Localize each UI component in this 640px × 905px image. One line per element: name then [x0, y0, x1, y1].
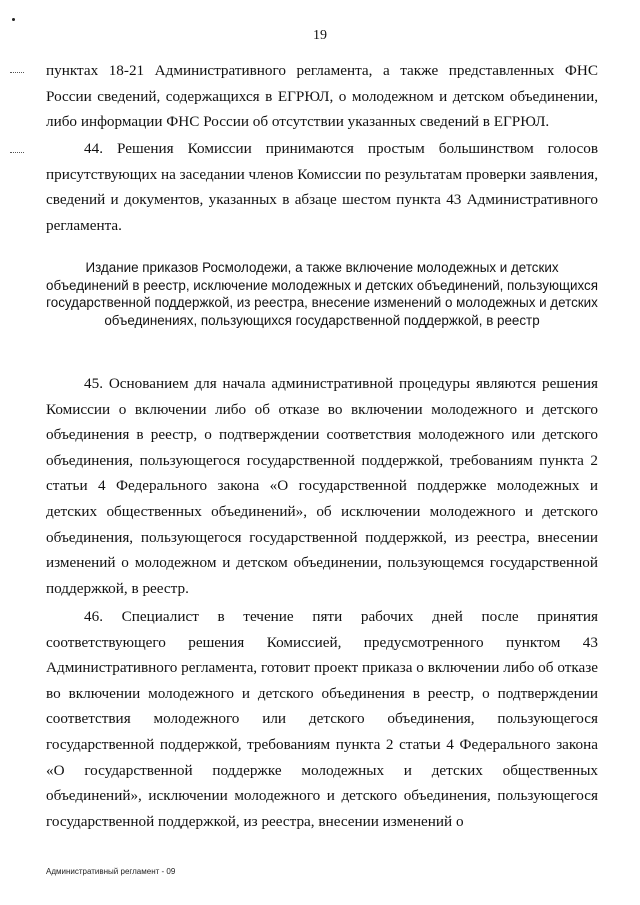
- section-heading: Издание приказов Росмолодежи, а также включение молодежных и детских объединений в реестр, исключение молодежных и детских объединений, пользующихся государственной поддержкой, из реестра, внесение изменений о молодежных и детских объединениях, пользующихся государственной поддержкой, в реестр: [46, 260, 598, 328]
- page-footer: Административный регламент - 09: [46, 867, 176, 876]
- scan-mark: [10, 72, 24, 74]
- paragraph-44: 44. Решения Комиссии принимаются простым большинством голосов присутствующих на заседании членов Комиссии по результатам проверки заявления, сведений и документов, указанных в абзаце шестом пункта 43 Административного регламента.: [46, 140, 598, 234]
- page-number: 19: [313, 28, 327, 43]
- scan-mark: [10, 152, 24, 154]
- paragraph-46: 46. Специалист в течение пяти рабочих дней после принятия соответствующего решения Комиссией, предусмотренного пунктом 43 Административного регламента, готовит проект приказа о включении либо об отказе во включении молодежного и детского объединения в реестр, о подтверждении соответствия молодежного или детского объединения, пользующегося государственной поддержкой, требованиям пункта 2 статьи 4 Федерального закона «О государственной поддержке молодежных и детских общественных объединений», исключении молодежного и детского объединения, пользующегося государственной поддержкой, из реестра, внесении изменений о: [46, 608, 598, 830]
- scan-dot: [12, 18, 15, 21]
- paragraph-continuation: пунктах 18-21 Административного регламента, а также представленных ФНС России сведений, содержащихся в ЕГРЮЛ, о молодежном и детском объединении, либо информации ФНС России об отсутствии указанных сведений в ЕГРЮЛ.: [46, 62, 598, 131]
- paragraph-45: 45. Основанием для начала административной процедуры являются решения Комиссии о включении либо об отказе во включении молодежного и детского объединения в реестр, о подтверждении соответствия молодежного или детского объединения, пользующегося государственной поддержкой, требованиям пункта 2 статьи 4 Федерального закона «О государственной поддержке молодежных и детских общественных объединений», об исключении молодежного и детского объединения, пользующегося государственной поддержкой, из реестра, внесении изменений о молодежном и детском объединении, пользующемся государственной поддержкой, в реестр.: [46, 375, 598, 597]
